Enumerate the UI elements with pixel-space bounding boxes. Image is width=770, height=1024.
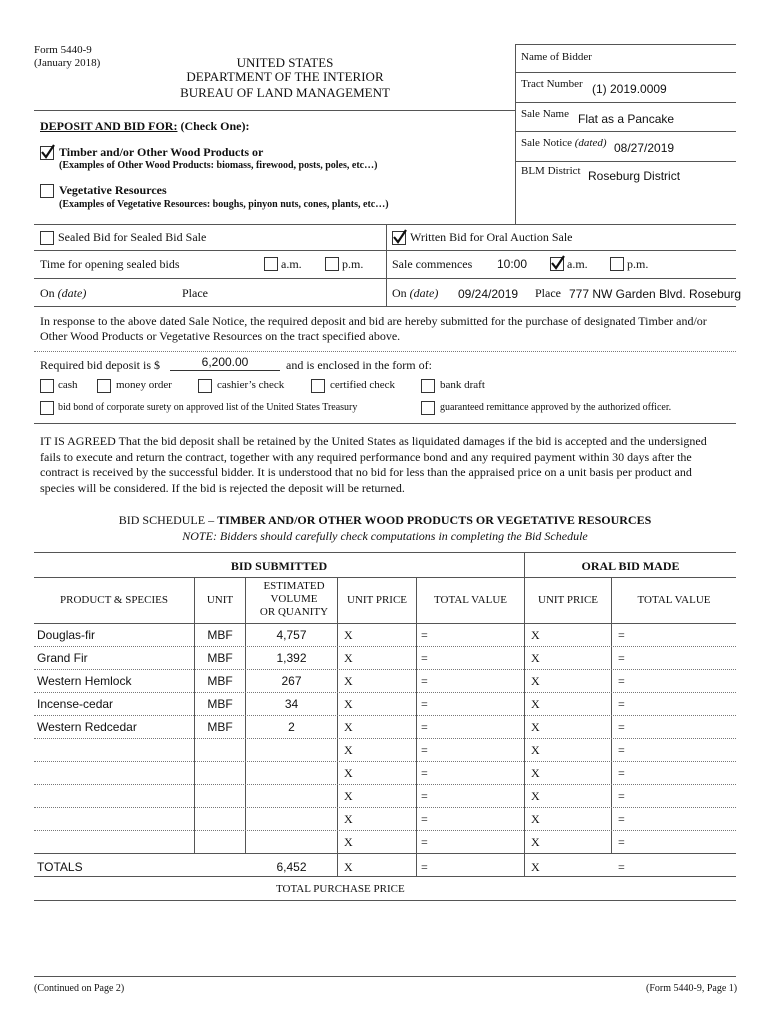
row-divider — [34, 761, 736, 762]
oral-pm-label: p.m. — [627, 257, 649, 271]
deposit-heading: DEPOSIT AND BID FOR: (Check One): — [40, 119, 250, 133]
cash-checkbox[interactable] — [40, 379, 54, 393]
oral-auction-label: Written Bid for Oral Auction Sale — [410, 230, 573, 244]
row-oral-x: X — [531, 812, 540, 826]
sealed-place-label: Place — [182, 286, 208, 300]
oral-am-checkbox[interactable] — [550, 257, 564, 271]
check-icon — [40, 143, 56, 160]
row-product[interactable]: Western Redcedar — [37, 720, 137, 734]
row-unit-price-x: X — [344, 720, 353, 734]
check-icon — [392, 228, 408, 245]
oral-pm-checkbox[interactable] — [610, 257, 624, 271]
guaranteed-remittance-label: guaranteed remittance approved by the authorized officer. — [440, 402, 672, 413]
schedule-title: BID SCHEDULE – TIMBER AND/OR OTHER WOOD PRODUCTS OR VEGETATIVE RESOURCES — [118, 513, 652, 527]
totals-volume: 6,452 — [276, 860, 307, 874]
money-order-checkbox[interactable] — [97, 379, 111, 393]
vegetative-examples: (Examples of Vegetative Resources: boughs, pinyon nuts, cones, plants, etc…) — [59, 199, 389, 210]
row-oral-x: X — [531, 697, 540, 711]
row-oral-x: X — [531, 651, 540, 665]
timber-checkbox[interactable] — [40, 146, 54, 160]
row-divider — [34, 738, 736, 739]
bid-bond-label: bid bond of corporate surety on approved list of the United States Treasury — [58, 402, 358, 413]
row-volume[interactable]: 1,392 — [276, 651, 307, 665]
oral-bid-made-header: ORAL BID MADE — [581, 559, 680, 573]
row-oral-eq: = — [618, 789, 625, 803]
row-unit-price-x: X — [344, 789, 353, 803]
totals-total-eq: = — [421, 860, 428, 874]
row-total-eq: = — [421, 835, 428, 849]
row-volume[interactable]: 34 — [284, 697, 299, 711]
footer-continued: (Continued on Page 2) — [34, 983, 125, 994]
required-deposit-label: Required bid deposit is $ — [40, 358, 160, 372]
row-total-eq: = — [421, 697, 428, 711]
col-unit: UNIT — [206, 594, 234, 606]
tract-number-field[interactable]: (1) 2019.0009 — [592, 82, 667, 96]
row-volume[interactable]: 267 — [281, 674, 302, 688]
col-oral-unit-price: UNIT PRICE — [538, 594, 598, 606]
row-unit[interactable]: MBF — [207, 628, 233, 642]
right-panel-border — [515, 44, 516, 224]
row-oral-x: X — [531, 720, 540, 734]
right-panel-top — [515, 44, 736, 45]
guaranteed-remittance-checkbox[interactable] — [421, 401, 435, 415]
row-oral-eq: = — [618, 766, 625, 780]
col-total-value: TOTAL VALUE — [434, 594, 507, 606]
row-volume[interactable]: 2 — [288, 720, 295, 734]
col-volume-3: OR QUANITY — [259, 606, 329, 618]
row-oral-eq: = — [618, 628, 625, 642]
oral-place-field[interactable]: 777 NW Garden Blvd. Roseburg — [569, 287, 742, 301]
check-icon — [550, 254, 566, 271]
col-product: PRODUCT & SPECIES — [60, 594, 168, 606]
row-unit[interactable]: MBF — [207, 720, 233, 734]
row-unit[interactable]: MBF — [207, 651, 233, 665]
row-divider — [34, 669, 736, 670]
row-total-eq: = — [421, 812, 428, 826]
sealed-bid-label: Sealed Bid for Sealed Bid Sale — [58, 230, 207, 244]
cash-label: cash — [58, 379, 78, 391]
timber-examples: (Examples of Other Wood Products: biomass, firewood, posts, poles, etc…) — [59, 160, 378, 171]
oral-date-field[interactable]: 09/24/2019 — [458, 287, 519, 301]
required-deposit-field[interactable]: 6,200.00 — [201, 355, 249, 369]
blm-district-label: BLM District — [521, 165, 581, 177]
totals-oral-x: X — [531, 860, 540, 874]
row-oral-eq: = — [618, 812, 625, 826]
name-of-bidder-label: Name of Bidder — [521, 51, 592, 63]
col-volume-1: ESTIMATED — [263, 580, 325, 592]
row-oral-x: X — [531, 628, 540, 642]
row-total-eq: = — [421, 651, 428, 665]
row-unit[interactable]: MBF — [207, 697, 233, 711]
row-oral-eq: = — [618, 743, 625, 757]
row-oral-x: X — [531, 766, 540, 780]
col-oral-total-value: TOTAL VALUE — [637, 594, 711, 606]
sale-commences-label: Sale commences — [392, 257, 473, 271]
row-unit-price-x: X — [344, 651, 353, 665]
cashiers-check-checkbox[interactable] — [198, 379, 212, 393]
row-divider — [34, 646, 736, 647]
bank-draft-label: bank draft — [440, 379, 485, 391]
sealed-pm-label: p.m. — [342, 257, 364, 271]
form-number: Form 5440-9 — [34, 44, 92, 56]
sale-name-field[interactable]: Flat as a Pancake — [578, 112, 675, 126]
sale-commences-field[interactable]: 10:00 — [497, 257, 528, 271]
row-oral-x: X — [531, 835, 540, 849]
row-product[interactable]: Grand Fir — [37, 651, 88, 665]
sale-notice-date-field[interactable]: 08/27/2019 — [614, 141, 675, 155]
row-divider — [34, 784, 736, 785]
row-total-eq: = — [421, 766, 428, 780]
sale-name-label: Sale Name — [521, 108, 569, 120]
cashiers-check-label: cashier’s check — [217, 379, 285, 391]
row-total-eq: = — [421, 743, 428, 757]
bid-submitted-header: BID SUBMITTED — [230, 559, 328, 573]
row-unit-price-x: X — [344, 674, 353, 688]
time-opening-label: Time for opening sealed bids — [40, 257, 180, 271]
sealed-am-label: a.m. — [281, 257, 302, 271]
bank-draft-checkbox[interactable] — [421, 379, 435, 393]
vegetative-checkbox[interactable] — [40, 184, 54, 198]
col-unit-price: UNIT PRICE — [347, 594, 407, 606]
certified-check-label: certified check — [330, 379, 396, 391]
row-unit-price-x: X — [344, 743, 353, 757]
row-total-eq: = — [421, 674, 428, 688]
totals-unit-price-x: X — [344, 860, 353, 874]
totals-oral-eq: = — [618, 860, 625, 874]
sealed-date-label: On (date) — [40, 286, 87, 300]
row-oral-eq: = — [618, 651, 625, 665]
money-order-label: money order — [116, 379, 172, 391]
bid-bond-checkbox[interactable] — [40, 401, 54, 415]
blm-district-field[interactable]: Roseburg District — [588, 169, 681, 183]
row-oral-eq: = — [618, 720, 625, 734]
row-total-eq: = — [421, 789, 428, 803]
row-unit-price-x: X — [344, 812, 353, 826]
sealed-pm-checkbox[interactable] — [325, 257, 339, 271]
oral-auction-checkbox[interactable] — [392, 231, 406, 245]
row-oral-x: X — [531, 674, 540, 688]
row-oral-x: X — [531, 743, 540, 757]
form-date: (January 2018) — [34, 57, 101, 69]
oral-place-label: Place — [535, 286, 561, 300]
row-unit-price-x: X — [344, 766, 353, 780]
row-unit-price-x: X — [344, 628, 353, 642]
row-product[interactable]: Douglas-fir — [37, 628, 96, 642]
timber-label: Timber and/or Other Wood Products or — [59, 145, 264, 159]
certified-check-checkbox[interactable] — [311, 379, 325, 393]
vegetative-label: Vegetative Resources — [59, 183, 167, 197]
required-deposit-suffix: and is enclosed in the form of: — [286, 358, 432, 372]
row-total-eq: = — [421, 628, 428, 642]
agency-line-2: DEPARTMENT OF THE INTERIOR — [186, 69, 384, 84]
row-oral-eq: = — [618, 835, 625, 849]
sealed-am-checkbox[interactable] — [264, 257, 278, 271]
row-oral-eq: = — [618, 697, 625, 711]
oral-am-label: a.m. — [567, 257, 588, 271]
total-purchase-price-label: TOTAL PURCHASE PRICE — [276, 883, 405, 895]
row-oral-x: X — [531, 789, 540, 803]
sealed-bid-checkbox[interactable] — [40, 231, 54, 245]
row-total-eq: = — [421, 720, 428, 734]
row-divider — [34, 807, 736, 808]
tract-number-label: Tract Number — [521, 78, 583, 90]
row-divider — [34, 715, 736, 716]
row-oral-eq: = — [618, 674, 625, 688]
row-unit-price-x: X — [344, 697, 353, 711]
footer-page: (Form 5440-9, Page 1) — [646, 983, 738, 994]
agency-line-1: UNITED STATES — [236, 55, 334, 70]
agreement-text: IT IS AGREED That the bid deposit shall be retained by the United States as liquidated damages if the bid is accepted and the undersigned fails to execute and return the contract, together with any required performance bond and any required payment within 30 days after the contract is received by the successful bidder. It is understood that no bid for less than the appraised price on a unit basis per product and species will be considered. If the bid is rejected the deposit will be returned. — [40, 434, 707, 495]
row-divider — [34, 830, 736, 831]
oral-date-label: On (date) — [392, 286, 439, 300]
agency-line-3: BUREAU OF LAND MANAGEMENT — [180, 85, 390, 100]
row-product[interactable]: Incense-cedar — [37, 697, 114, 711]
row-unit[interactable]: MBF — [207, 674, 233, 688]
sale-notice-label: Sale Notice (dated) — [521, 137, 607, 149]
row-divider — [34, 692, 736, 693]
schedule-note: NOTE: Bidders should carefully check computations in completing the Bid Schedule — [182, 529, 588, 543]
row-product[interactable]: Western Hemlock — [37, 674, 132, 688]
totals-label: TOTALS — [37, 860, 83, 874]
col-volume-2: VOLUME — [270, 593, 318, 605]
row-volume[interactable]: 4,757 — [276, 628, 307, 642]
row-unit-price-x: X — [344, 835, 353, 849]
statement-text: In response to the above dated Sale Notice, the required deposit and bid are hereby submitted for the purchase of designated Timber and/or Other Wood Products or Vegetative Resources on the tract specified above. — [40, 314, 707, 343]
